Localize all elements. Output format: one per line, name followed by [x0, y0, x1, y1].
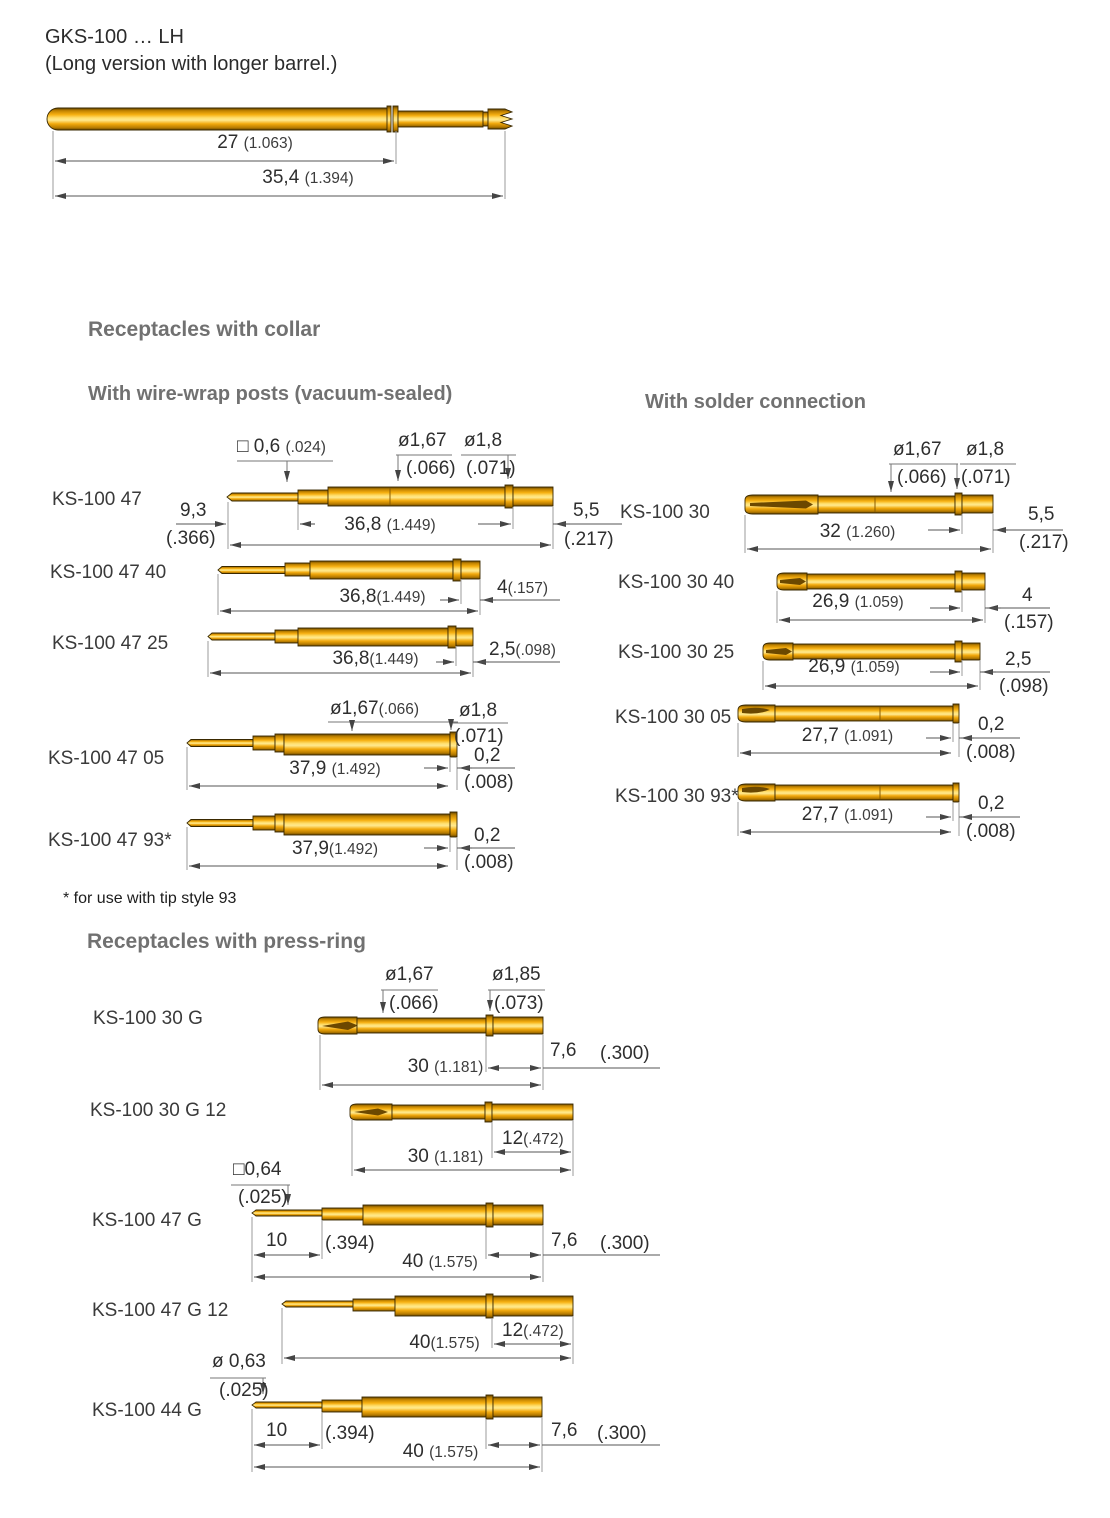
dim-l1-dia-ring: ø1,8 [464, 430, 503, 451]
footnote-tip-style: * for use with tip style 93 [63, 890, 237, 907]
part-label-ks-100-47-25: KS-100 47 25 [52, 633, 169, 654]
dim-l5-total: 37,9(1.492) [291, 838, 379, 859]
dim-p3-post-in: (.394) [325, 1233, 375, 1254]
dim-r2-tail: 4 [1022, 585, 1033, 606]
dim-p4-tail: 12(.472) [502, 1320, 564, 1341]
part-label-ks-100-30-93: KS-100 30 93* [615, 786, 739, 807]
dim-r1-dia-ring-in: (.071) [961, 467, 1011, 488]
dim-r2-total: 26,9 (1.059) [812, 591, 904, 612]
dim-p5-post-dia: ø 0,63 [212, 1351, 266, 1372]
part-label-ks-100-47-g: KS-100 47 G [92, 1210, 202, 1231]
dim-gks-body: 27 (1.063) [217, 132, 293, 153]
dim-r4-tail-in: (.008) [966, 742, 1016, 763]
dim-p5-tail: 7,6 [551, 1420, 578, 1441]
dim-l2-total: 36,8(1.449) [339, 586, 426, 607]
dim-l4-dia-ring: ø1,8 [459, 700, 498, 721]
dim-p3-tail-in: (.300) [600, 1233, 650, 1254]
part-label-ks-100-47: KS-100 47 [52, 489, 142, 510]
dim-l1-post: 9,3 [180, 500, 207, 521]
dim-p1-total: 30 (1.181) [407, 1056, 484, 1077]
dim-l4-total: 37,9 (1.492) [289, 758, 381, 779]
dim-r3-tail-in: (.098) [999, 676, 1049, 697]
dim-l3-total: 36,8(1.449) [332, 648, 419, 669]
dim-r1-tail: 5,5 [1028, 504, 1055, 525]
dim-r5-total: 27,7 (1.091) [801, 804, 894, 825]
heading-press-ring: Receptacles with press-ring [87, 930, 366, 953]
dim-p3-post-square: □0,64 [233, 1159, 282, 1180]
dim-p5-tail-in: (.300) [597, 1423, 647, 1444]
dim-l1-tail: 5,5 [573, 500, 600, 521]
heading-wire-wrap: With wire-wrap posts (vacuum-sealed) [88, 383, 453, 405]
dim-p1-tail-in: (.300) [600, 1043, 650, 1064]
dim-r4-tail: 0,2 [978, 714, 1005, 735]
part-label-ks-100-47-40: KS-100 47 40 [50, 562, 167, 583]
dim-p1-dia-barrel: ø1,67 [385, 964, 434, 985]
dim-r3-total: 26,9 (1.059) [808, 656, 900, 677]
dim-r2-tail-in: (.157) [1004, 612, 1054, 633]
dim-r1-dia-barrel: ø1,67 [893, 439, 942, 460]
dim-p1-dia-ring: ø1,85 [492, 964, 541, 985]
page-title: GKS-100 … LH [45, 26, 184, 48]
dim-l4-dia-barrel: ø1,67(.066) [330, 698, 420, 719]
part-label-ks-100-30: KS-100 30 [620, 502, 710, 523]
dim-p1-tail: 7,6 [550, 1040, 577, 1061]
dim-p1-dia-ring-in: (.073) [494, 993, 544, 1014]
dim-p2-total: 30 (1.181) [407, 1146, 484, 1167]
dim-r1-total: 32 (1.260) [819, 521, 896, 542]
dim-p5-post-dia-in: (.025) [219, 1380, 269, 1401]
dim-l1-dia-barrel: ø1,67 [398, 430, 447, 451]
dim-l1-total: 36,8 (1.449) [344, 514, 436, 535]
dim-p2-tail: 12(.472) [502, 1128, 564, 1149]
dim-p3-tail: 7,6 [551, 1230, 578, 1251]
dim-r3-tail: 2,5 [1005, 649, 1032, 670]
dim-p1-dia-barrel-in: (.066) [389, 993, 439, 1014]
part-label-ks-100-30-g: KS-100 30 G [93, 1008, 203, 1029]
dim-l1-dia-barrel-in: (.066) [406, 458, 456, 479]
dim-l4-tail: 0,2 [474, 745, 501, 766]
dim-r4-total: 27,7 (1.091) [801, 725, 894, 746]
dim-l2-tail: 4(.157) [497, 577, 549, 598]
dim-l1-tail-in: (.217) [564, 529, 614, 550]
dim-l1-dia-ring-in: (.071) [466, 458, 516, 479]
heading-solder: With solder connection [645, 391, 866, 413]
dim-l3-tail: 2,5(.098) [489, 639, 556, 660]
dim-l4-tail-in: (.008) [464, 772, 514, 793]
dim-p4-total: 40(1.575) [409, 1332, 480, 1353]
part-label-ks-100-44-g: KS-100 44 G [92, 1400, 202, 1421]
page-subtitle: (Long version with longer barrel.) [45, 53, 338, 75]
part-label-ks-100-30-40: KS-100 30 40 [618, 572, 735, 593]
part-label-ks-100-30-05: KS-100 30 05 [615, 707, 732, 728]
dim-r1-dia-barrel-in: (.066) [897, 467, 947, 488]
part-label-ks-100-30-25: KS-100 30 25 [618, 642, 735, 663]
dim-gks-total: 35,4 (1.394) [262, 167, 354, 188]
heading-receptacles-collar: Receptacles with collar [88, 318, 321, 341]
dim-r5-tail: 0,2 [978, 793, 1005, 814]
dim-r5-tail-in: (.008) [966, 821, 1016, 842]
dim-p3-total: 40 (1.575) [402, 1251, 478, 1272]
dim-r1-dia-ring: ø1,8 [966, 439, 1005, 460]
part-label-ks-100-47-05: KS-100 47 05 [48, 748, 165, 769]
dim-l1-post-square: □ 0,6 (.024) [237, 436, 326, 457]
dim-p3-post-square-in: (.025) [238, 1187, 288, 1208]
dim-p5-post: 10 [266, 1420, 288, 1441]
dim-l5-tail-in: (.008) [464, 852, 514, 873]
part-label-ks-100-47-93: KS-100 47 93* [48, 830, 172, 851]
dim-p5-total: 40 (1.575) [402, 1441, 479, 1462]
dim-l1-post-in: (.366) [166, 528, 216, 549]
dim-p3-post: 10 [266, 1230, 288, 1251]
dim-r1-tail-in: (.217) [1019, 532, 1069, 553]
part-label-ks-100-47-g-12: KS-100 47 G 12 [92, 1300, 229, 1321]
dim-l5-tail: 0,2 [474, 825, 501, 846]
dim-p5-post-in: (.394) [325, 1423, 375, 1444]
dim-l4-dia-ring-in: (.071) [454, 726, 504, 747]
part-label-ks-100-30-g-12: KS-100 30 G 12 [90, 1100, 227, 1121]
